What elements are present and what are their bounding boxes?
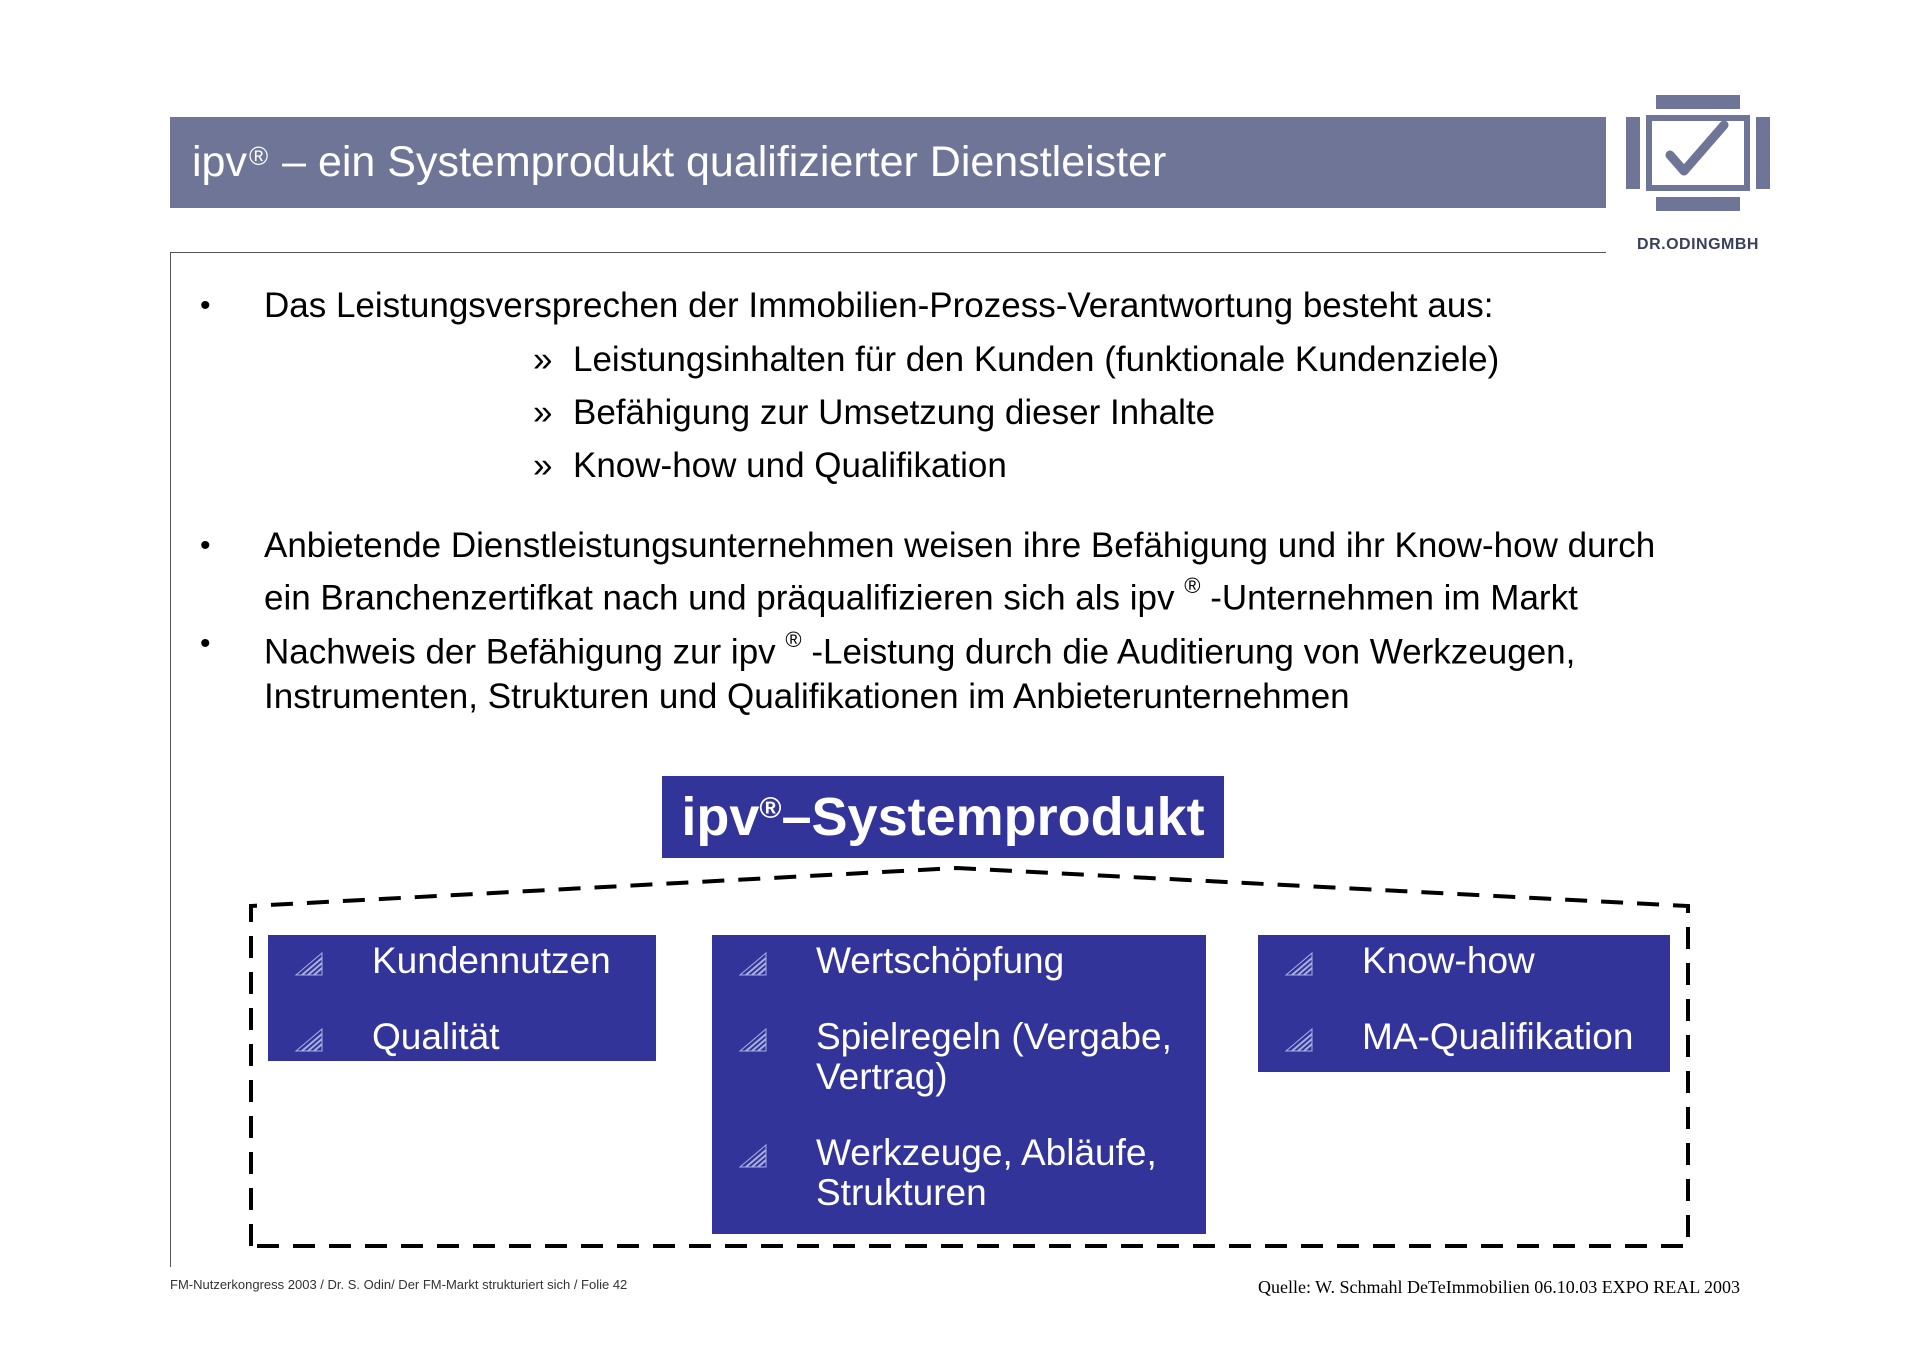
list-item-line: Strukturen bbox=[816, 1172, 987, 1213]
hatched-triangle-icon bbox=[1284, 1027, 1314, 1053]
bullet-2-line-2-a: ein Branchenzertifkat nach und präqualifizieren sich als ipv bbox=[264, 578, 1185, 618]
system-reg-mark: ® bbox=[759, 792, 782, 825]
bullet-2-line-1: Anbietende Dienstleistungsunternehmen weisen ihre Befähigung und ihr Know-how durch bbox=[264, 526, 1656, 565]
sub-arrow: » bbox=[533, 340, 553, 379]
bullet-2-text bbox=[264, 524, 1655, 621]
slide-title bbox=[170, 117, 1606, 208]
sub-item-text: Leistungsinhalten für den Kunden (funktionale Kundenziele) bbox=[573, 340, 1500, 379]
hatched-triangle-icon bbox=[738, 1143, 768, 1169]
list-item-line: Werkzeuge, Abläufe, bbox=[816, 1132, 1157, 1173]
column-left bbox=[268, 935, 656, 1061]
list-item-line: Spielregeln (Vergabe, bbox=[816, 1016, 1172, 1057]
sub-arrow: » bbox=[533, 393, 553, 432]
sub-item-2 bbox=[533, 391, 1215, 435]
title-rest: – ein Systemprodukt qualifizierter Dienstleister bbox=[270, 138, 1167, 186]
sub-item-3 bbox=[533, 444, 1007, 488]
column-middle bbox=[712, 935, 1206, 1234]
bullet-2-line-2-b: -Unternehmen im Markt bbox=[1200, 578, 1578, 618]
bullet-2-line-2 bbox=[264, 568, 1655, 621]
bullet-3-line-1-b: -Leistung durch die Auditierung von Werkzeugen, bbox=[801, 632, 1576, 672]
title-reg-mark: ® bbox=[248, 141, 269, 171]
content-frame-left bbox=[170, 252, 171, 1267]
bullet-3-line-2: Instrumenten, Strukturen und Qualifikationen im Anbieterunternehmen bbox=[264, 676, 1350, 716]
system-suffix: –Systemprodukt bbox=[781, 787, 1205, 847]
bullet-1-text: Das Leistungsversprechen der Immobilien-Prozess-Verantwortung besteht aus: bbox=[264, 286, 1494, 325]
list-item-text: Wertschöpfung bbox=[816, 940, 1065, 981]
footer-left: FM-Nutzerkongress 2003 / Dr. S. Odin/ Der FM-Markt strukturiert sich / Folie 42 bbox=[170, 1277, 628, 1292]
sub-item-text: Know-how und Qualifikation bbox=[573, 446, 1007, 485]
hatched-triangle-icon bbox=[738, 1027, 768, 1053]
footer-right: Quelle: W. Schmahl DeTeImmobilien 06.10.03 EXPO REAL 2003 bbox=[1258, 1277, 1741, 1297]
list-item-text bbox=[816, 1133, 1157, 1213]
hatched-triangle-icon bbox=[1284, 951, 1314, 977]
list-item-text: Know-how bbox=[1362, 940, 1535, 981]
list-item-text bbox=[816, 1017, 1172, 1097]
bullet-3-line-1-a: Nachweis der Befähigung zur ipv bbox=[264, 632, 786, 672]
list-item-line: Vertrag) bbox=[816, 1056, 948, 1097]
list-item-text: Kundennutzen bbox=[372, 940, 611, 981]
sub-item-text: Befähigung zur Umsetzung dieser Inhalte bbox=[573, 393, 1216, 432]
hatched-triangle-icon bbox=[738, 951, 768, 977]
system-prefix: ipv bbox=[681, 787, 760, 847]
sub-arrow: » bbox=[533, 446, 553, 485]
bullet-dot: • bbox=[200, 529, 211, 562]
checkmark-icon bbox=[1626, 95, 1770, 211]
reg-mark: ® bbox=[785, 627, 802, 652]
list-item-text: Qualität bbox=[372, 1016, 500, 1057]
hatched-triangle-icon bbox=[294, 951, 324, 977]
bullet-3-text bbox=[264, 622, 1575, 719]
system-product-box bbox=[662, 776, 1224, 858]
list-item-text: MA-Qualifikation bbox=[1362, 1016, 1634, 1057]
content-frame-top bbox=[170, 252, 1606, 253]
reg-mark: ® bbox=[1184, 573, 1201, 598]
bullet-3-line-1 bbox=[264, 622, 1575, 675]
sub-item-1 bbox=[533, 338, 1499, 382]
bullet-dot: • bbox=[200, 627, 211, 660]
hatched-triangle-icon bbox=[294, 1027, 324, 1053]
title-prefix: ipv bbox=[192, 138, 247, 186]
column-right bbox=[1258, 935, 1670, 1072]
bullet-dot: • bbox=[200, 289, 211, 322]
logo-text: DR.ODINGMBH bbox=[1637, 236, 1759, 253]
